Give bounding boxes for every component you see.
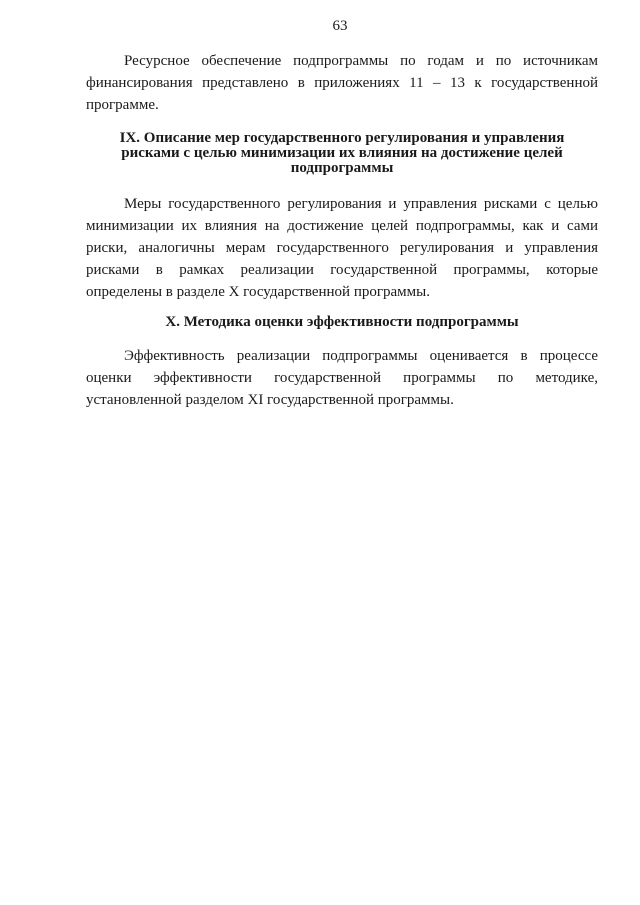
paragraph-resource-provision: Ресурсное обеспечение подпрограммы по годам и по источникам финансирования представлено в приложениях 11 – 13 к государственной программе. xyxy=(86,53,598,113)
section-heading-ix: IX. Описание мер государственного регулирования и управления рисками с целью минимизации их влияния на достижение целей подпрограммы xyxy=(119,130,565,176)
paragraph-efficiency-method: Эффективность реализации подпрограммы оценивается в процессе оценки эффективности государственной программы по методике, установленной разделом XI государственной программы. xyxy=(86,348,598,408)
page-number: 63 xyxy=(332,18,348,34)
section-heading-x: X. Методика оценки эффективности подпрограммы xyxy=(165,314,519,330)
paragraph-risk-management: Меры государственного регулирования и управления рисками с целью минимизации их влияния на достижение целей подпрограммы, как и сами риски, аналогичны мерам государственного регулирования и управления рисками в рамках реализации государственной программы, которые определены в разделе X государственной программы. xyxy=(86,196,598,300)
document-body xyxy=(86,50,598,411)
